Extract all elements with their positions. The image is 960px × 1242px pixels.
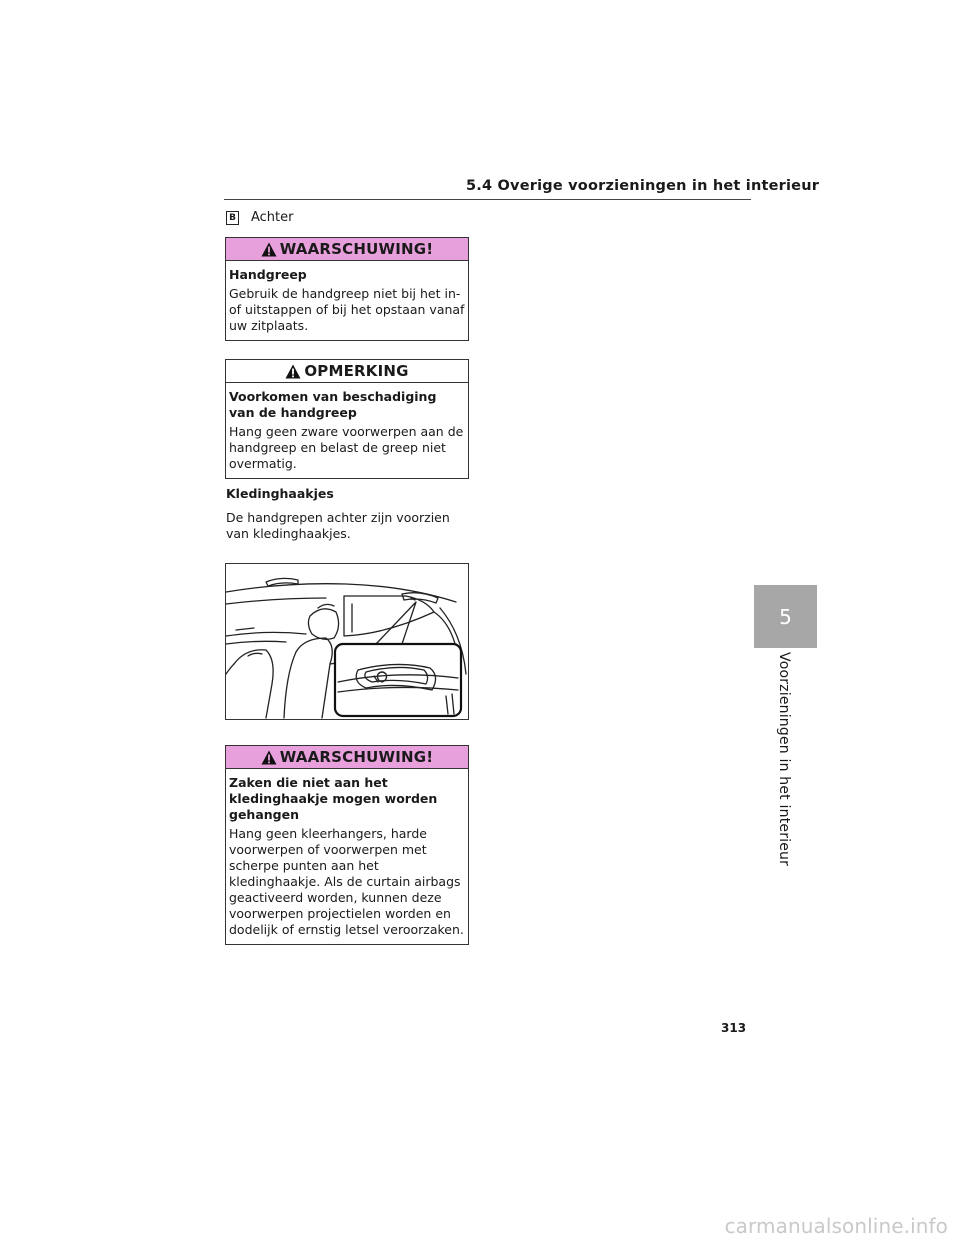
warning-icon bbox=[261, 750, 277, 765]
watermark-url[interactable]: carmanualsonline.info bbox=[724, 1214, 948, 1238]
warning-text: Gebruik de handgreep niet bij het in- of uitstappen of bij het opstaan vanaf uw zitplaats. bbox=[229, 286, 465, 333]
caution-icon bbox=[285, 364, 301, 379]
figure-label-b bbox=[226, 210, 294, 225]
chapter-title-vertical: Voorzieningen in het interieur bbox=[776, 652, 792, 867]
notice-title: OPMERKING bbox=[304, 362, 409, 380]
notice-text: Hang geen zware voorwerpen aan de handgreep en belast de greep niet overmatig. bbox=[229, 424, 464, 471]
chapter-tab bbox=[754, 585, 817, 648]
label-text: Achter bbox=[251, 210, 294, 225]
warning-header bbox=[226, 238, 468, 261]
rear-handgrip-illustration bbox=[225, 563, 469, 720]
section-title: 5.4 Overige voorzieningen in het interieur bbox=[466, 178, 820, 194]
warning-text: Hang geen kleerhangers, harde voorwerpen of voorwerpen met scherpe punten aan het kledinghaakje. Als de curtain airbags geactiveerd worden, kunnen deze voorwerpen projectielen worden en dodelijk of ernstig letsel veroorzaken. bbox=[229, 826, 464, 937]
section-heading: Kledinghaakjes bbox=[226, 486, 334, 501]
warning-subtitle: Handgreep bbox=[229, 267, 307, 282]
warning-box-handgreep bbox=[225, 237, 469, 341]
notice-box bbox=[225, 359, 469, 479]
warning-box-kledinghaakje bbox=[225, 745, 469, 945]
warning-title: WAARSCHUWING! bbox=[279, 748, 434, 766]
label-badge: B bbox=[226, 211, 239, 225]
page-number: 313 bbox=[721, 1021, 747, 1035]
notice-header bbox=[226, 360, 468, 383]
car-interior-drawing bbox=[226, 564, 468, 719]
notice-subtitle: Voorkomen van beschadiging van de handgreep bbox=[229, 389, 437, 420]
warning-title: WAARSCHUWING! bbox=[279, 240, 434, 258]
warning-header bbox=[226, 746, 468, 769]
section-divider bbox=[224, 199, 751, 200]
chapter-number: 5 bbox=[779, 604, 792, 629]
section-text: De handgrepen achter zijn voorzien van kledinghaakjes. bbox=[226, 510, 450, 541]
warning-icon bbox=[261, 242, 277, 257]
warning-subtitle: Zaken die niet aan het kledinghaakje mogen worden gehangen bbox=[229, 775, 438, 822]
